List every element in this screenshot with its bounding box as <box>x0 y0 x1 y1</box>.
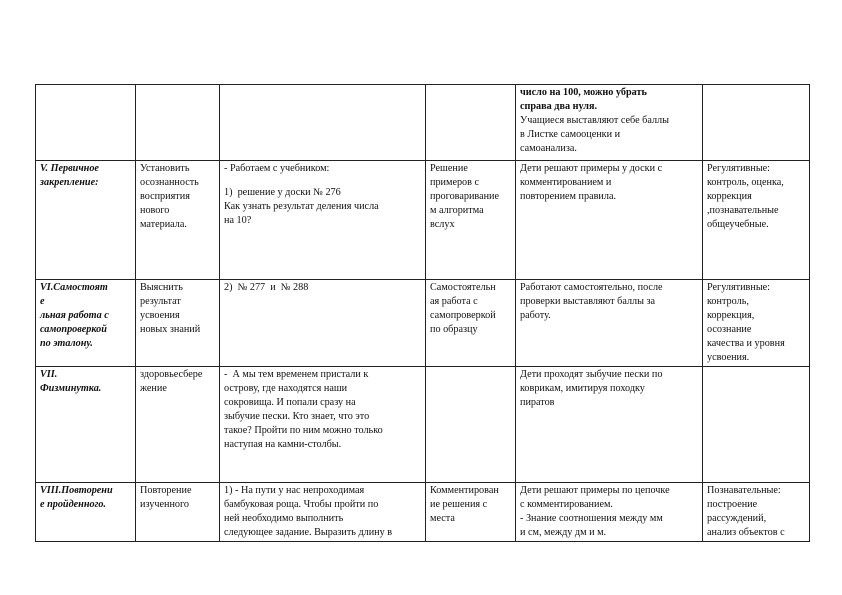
goal-cell <box>136 280 220 367</box>
cell-line: льная работа с <box>40 310 109 321</box>
cell-line: вслух <box>430 219 455 230</box>
lesson-plan-table <box>35 84 810 542</box>
cell-line: комментированием и <box>520 177 612 188</box>
cell-line: следующее задание. Выразить длину в <box>224 527 393 538</box>
cell-line: в Листке самооценки и <box>520 129 621 140</box>
cell-line: ая работа с <box>430 296 478 307</box>
uud-cell <box>703 85 810 161</box>
cell-line: самоанализа. <box>520 143 577 154</box>
cell-line: Регулятивные: <box>707 282 771 293</box>
cell-line: Самостоятельн <box>430 282 496 293</box>
method-cell <box>426 367 516 483</box>
cell-line: 1) решение у доски № 276 <box>224 187 341 198</box>
cell-line: самопроверкой <box>430 310 496 321</box>
goal-cell <box>136 85 220 161</box>
teacher-activity-cell <box>220 161 426 280</box>
cell-line: Комментирован <box>430 485 499 496</box>
cell-line: усвоения <box>140 310 180 321</box>
teacher-activity-cell <box>220 483 426 542</box>
cell-line: осознание <box>707 324 752 335</box>
student-activity-cell <box>516 85 703 161</box>
cell-line: коррекция, <box>707 310 755 321</box>
stage-cell <box>36 161 136 280</box>
cell-line: Физминутка. <box>40 383 102 394</box>
cell-line: закрепление: <box>40 177 99 188</box>
cell-line: 2) № 277 и № 288 <box>224 282 309 293</box>
cell-line: на 10? <box>224 215 252 226</box>
cell-line: ие решения с <box>430 499 488 510</box>
method-cell <box>426 280 516 367</box>
cell-line: м алгоритма <box>430 205 484 216</box>
cell-line: Установить <box>140 163 190 174</box>
table-row <box>36 367 810 483</box>
cell-line: повторением правила. <box>520 191 617 202</box>
stage-cell <box>36 483 136 542</box>
cell-line: Дети решают примеры у доски с <box>520 163 663 174</box>
uud-cell <box>703 161 810 280</box>
cell-line: ,познавательные <box>707 205 779 216</box>
cell-line: места <box>430 513 455 524</box>
cell-line: контроль, оценка, <box>707 177 784 188</box>
goal-cell <box>136 161 220 280</box>
cell-line: качества и уровня <box>707 338 785 349</box>
cell-line: пиратов <box>520 397 555 408</box>
cell-line: изученного <box>140 499 190 510</box>
cell-line: наступая на камни-столбы. <box>224 439 342 450</box>
cell-line: самопроверкой <box>40 324 107 335</box>
cell-line: зыбучие пески. Кто знает, что это <box>224 411 370 422</box>
cell-line: Познавательные: <box>707 485 781 496</box>
cell-line: материала. <box>140 219 187 230</box>
cell-line: V. Первичное <box>40 163 99 174</box>
cell-line: VI.Самостоят <box>40 282 108 293</box>
cell-line: Регулятивные: <box>707 163 771 174</box>
cell-line: контроль, <box>707 296 749 307</box>
cell-line: Как узнать результат деления числа <box>224 201 379 212</box>
cell-line: усвоения. <box>707 352 750 363</box>
cell-line: е <box>40 296 45 307</box>
stage-cell <box>36 280 136 367</box>
cell-line: построение <box>707 499 758 510</box>
cell-line: коррекция <box>707 191 752 202</box>
method-cell <box>426 85 516 161</box>
uud-cell <box>703 367 810 483</box>
cell-line: осознанность <box>140 177 199 188</box>
cell-line: здоровьесбере <box>140 369 203 380</box>
student-activity-cell <box>516 161 703 280</box>
cell-line: общеучебные. <box>707 219 769 230</box>
cell-line: с комментированием. <box>520 499 613 510</box>
stage-cell <box>36 367 136 483</box>
cell-line: жение <box>140 383 167 394</box>
cell-line: примеров с <box>430 177 480 188</box>
uud-cell <box>703 483 810 542</box>
table-row <box>36 280 810 367</box>
cell-line: бамбуковая роща. Чтобы пройти по <box>224 499 379 510</box>
cell-line: Решение <box>430 163 468 174</box>
cell-line: новых знаний <box>140 324 201 335</box>
teacher-activity-cell <box>220 85 426 161</box>
cell-line: проверки выставляют баллы за <box>520 296 656 307</box>
cell-line: число на 100, можно убрать <box>520 87 647 98</box>
cell-line: по эталону. <box>40 338 93 349</box>
cell-line: Дети решают примеры по цепочке <box>520 485 670 496</box>
cell-line: VIII.Повторени <box>40 485 113 496</box>
cell-line: Повторение <box>140 485 192 496</box>
table-row <box>36 85 810 161</box>
goal-cell <box>136 367 220 483</box>
cell-line: проговаривание <box>430 191 500 202</box>
cell-line: острову, где находятся наши <box>224 383 348 394</box>
method-cell <box>426 161 516 280</box>
uud-cell <box>703 280 810 367</box>
table-row <box>36 483 810 542</box>
cell-line: справа два нуля. <box>520 101 598 112</box>
cell-line: 1) - На пути у нас непроходимая <box>224 485 365 496</box>
cell-line: е пройденного. <box>40 499 106 510</box>
cell-line: восприятия <box>140 191 190 202</box>
cell-line: Учащиеся выставляют себе баллы <box>520 115 669 126</box>
cell-line: результат <box>140 296 181 307</box>
student-activity-cell <box>516 483 703 542</box>
student-activity-cell <box>516 280 703 367</box>
cell-line: работу. <box>520 310 551 321</box>
table-row <box>36 161 810 280</box>
method-cell <box>426 483 516 542</box>
cell-line: коврикам, имитируя походку <box>520 383 645 394</box>
cell-line: сокровища. И попали сразу на <box>224 397 356 408</box>
cell-line: нового <box>140 205 170 216</box>
cell-line: Дети проходят зыбучие пески по <box>520 369 663 380</box>
cell-line: анализ объектов с <box>707 527 785 538</box>
teacher-activity-cell <box>220 280 426 367</box>
cell-line: VII. <box>40 369 58 380</box>
cell-line: - А мы тем временем пристали к <box>224 369 369 380</box>
cell-line: по образцу <box>430 324 478 335</box>
cell-line: - Работаем с учебником: <box>224 163 330 174</box>
cell-line: рассуждений, <box>707 513 767 524</box>
stage-cell <box>36 85 136 161</box>
cell-line: и см, между дм и м. <box>520 527 607 538</box>
cell-line: такое? Пройти по ним можно только <box>224 425 383 436</box>
cell-line: Выяснить <box>140 282 183 293</box>
cell-line: Работают самостоятельно, после <box>520 282 663 293</box>
teacher-activity-cell <box>220 367 426 483</box>
cell-line <box>224 176 421 186</box>
student-activity-cell <box>516 367 703 483</box>
goal-cell <box>136 483 220 542</box>
cell-line: - Знание соотношения между мм <box>520 513 663 524</box>
cell-line: ней необходимо выполнить <box>224 513 344 524</box>
